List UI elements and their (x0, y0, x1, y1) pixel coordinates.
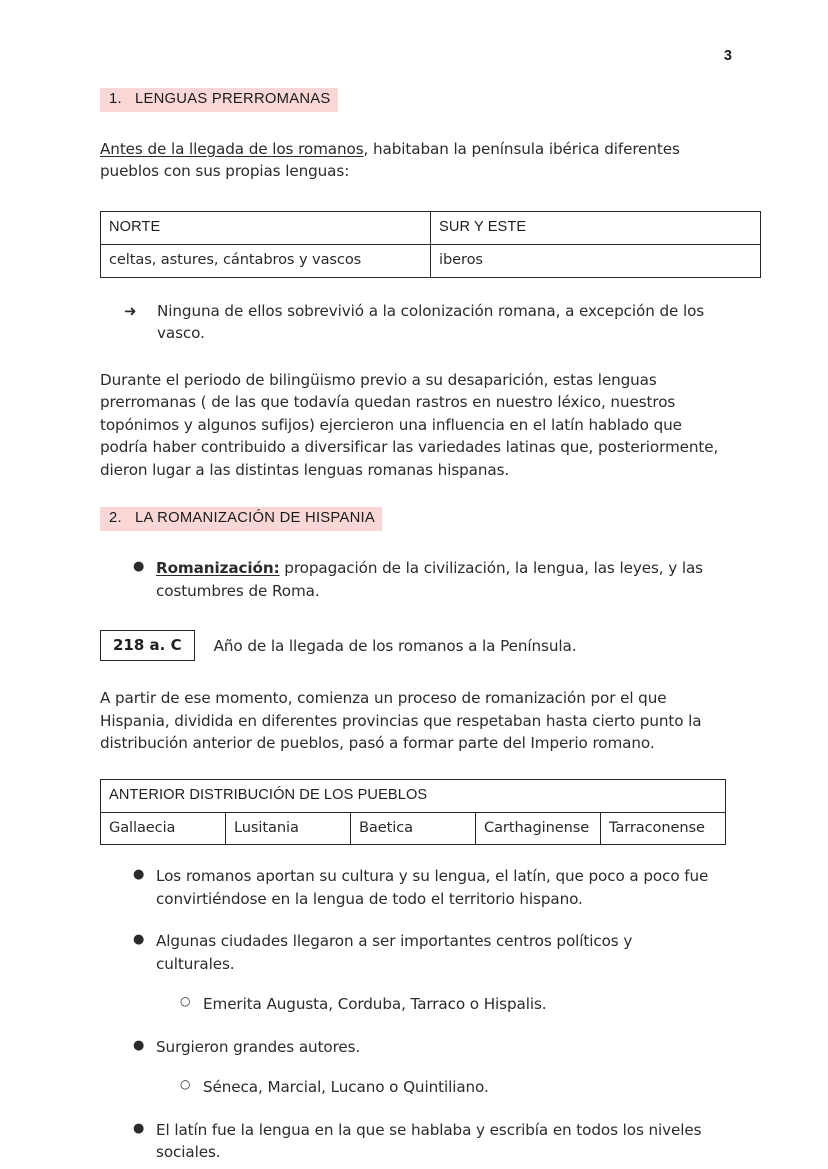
table-header-sur-este: SUR Y ESTE (431, 211, 761, 244)
section-1-number: 1. (109, 91, 122, 107)
bullet-romanizacion-definition (100, 557, 728, 602)
section-heading-1 (100, 88, 728, 112)
sub-list-item-text: Emerita Augusta, Corduba, Tarraco o Hispalis. (203, 995, 547, 1014)
table-anterior-distribucion (100, 779, 726, 846)
definition-romanizacion: propagación de la civilización, la lengua, las leyes, y las costumbres de Roma. (156, 559, 703, 600)
bullet-dot-icon: ● (133, 1120, 145, 1136)
list-item (100, 1119, 728, 1164)
bullet-dot-icon: ● (133, 559, 145, 575)
section-2-title: LA ROMANIZACIÓN DE HISPANIA (135, 510, 375, 527)
table-cell-sur-este-peoples: iberos (431, 244, 761, 277)
intro-underlined-phrase: Antes de la llegada de los romanos (100, 139, 364, 158)
sub-list-item (100, 1076, 728, 1099)
bullet-circle-icon: ○ (180, 1077, 191, 1092)
year-caption: Año de la llegada de los romanos a la Península. (213, 636, 577, 655)
bullet-dot-icon: ● (133, 867, 145, 883)
table-row (101, 211, 761, 244)
list-item-text: El latín fue la lengua en la que se hablaba y escribía en todos los niveles sociales. (156, 1120, 702, 1162)
sub-list-item-text: Séneca, Marcial, Lucano o Quintiliano. (203, 1078, 489, 1097)
list-item (100, 930, 728, 975)
bullet-dot-icon: ● (133, 932, 145, 948)
table-row (101, 244, 761, 277)
paragraph-provincias: A partir de ese momento, comienza un proceso de romanización por el que Hispania, dividida en diferentes provincias que respetaban hasta cierto punto la distribución anterior de pueblos, pasó a formar parte del Imperio romano. (100, 689, 702, 753)
section-heading-2 (100, 507, 728, 531)
list-item-text: Surgieron grandes autores. (156, 1037, 361, 1056)
list-item (100, 865, 728, 910)
arrow-note-row (100, 300, 728, 345)
page-number: 3 (723, 48, 732, 64)
table-title-anterior-distribucion: ANTERIOR DISTRIBUCIÓN DE LOS PUEBLOS (101, 779, 726, 812)
table-cell-province-tarraconense: Tarraconense (601, 812, 726, 845)
arrow-note-text: Ninguna de ellos sobrevivió a la colonización romana, a excepción de los vasco. (157, 301, 705, 343)
section-1-title: LENGUAS PRERROMANAS (135, 91, 331, 107)
list-item (100, 1036, 728, 1059)
table-row (101, 779, 726, 812)
table-cell-province-lusitania: Lusitania (226, 812, 351, 845)
sub-list-item (100, 993, 728, 1016)
list-item-text: Los romanos aportan su cultura y su lengua, el latín, que poco a poco fue convirtiéndose en la lengua de todo el territorio hispano. (156, 867, 709, 908)
table-row (101, 812, 726, 845)
list-item-text: Algunas ciudades llegaron a ser importantes centros políticos y culturales. (156, 932, 633, 973)
intro-rest: , habitaban la península ibérica diferentes pueblos con sus propias lenguas: (100, 139, 680, 181)
table-cell-province-carthaginense: Carthaginense (476, 812, 601, 845)
term-romanizacion: Romanización: (156, 559, 280, 578)
section-2-number: 2. (109, 510, 122, 527)
year-value-box: 218 a. C (100, 630, 195, 661)
intro-paragraph (100, 138, 728, 183)
arrow-icon: ➜ (124, 301, 137, 320)
table-header-norte: NORTE (101, 211, 431, 244)
table-cell-province-baetica: Baetica (351, 812, 476, 845)
paragraph-bilinguismo: Durante el periodo de bilingüismo previo a su desaparición, estas lenguas prerromanas ( de las que todavía quedan rastros en nuestro léxico, nuestros topónimos y algunos sufijos) ejercieron una influencia en el latín hablado que podría haber contribuido a diversificar las variedades latinas que, posteriormente, dieron lugar a las distintas lenguas romanas hispanas. (100, 370, 719, 479)
table-cell-province-gallaecia: Gallaecia (101, 812, 226, 845)
page-content (100, 88, 728, 1164)
table-cell-norte-peoples: celtas, astures, cántabros y vascos (101, 244, 431, 277)
year-callout-row (100, 630, 728, 661)
bullet-romanizacion-text (156, 557, 712, 602)
table-prerroman-languages (100, 211, 761, 278)
bullet-dot-icon: ● (133, 1037, 145, 1053)
bullet-circle-icon: ○ (180, 994, 191, 1009)
